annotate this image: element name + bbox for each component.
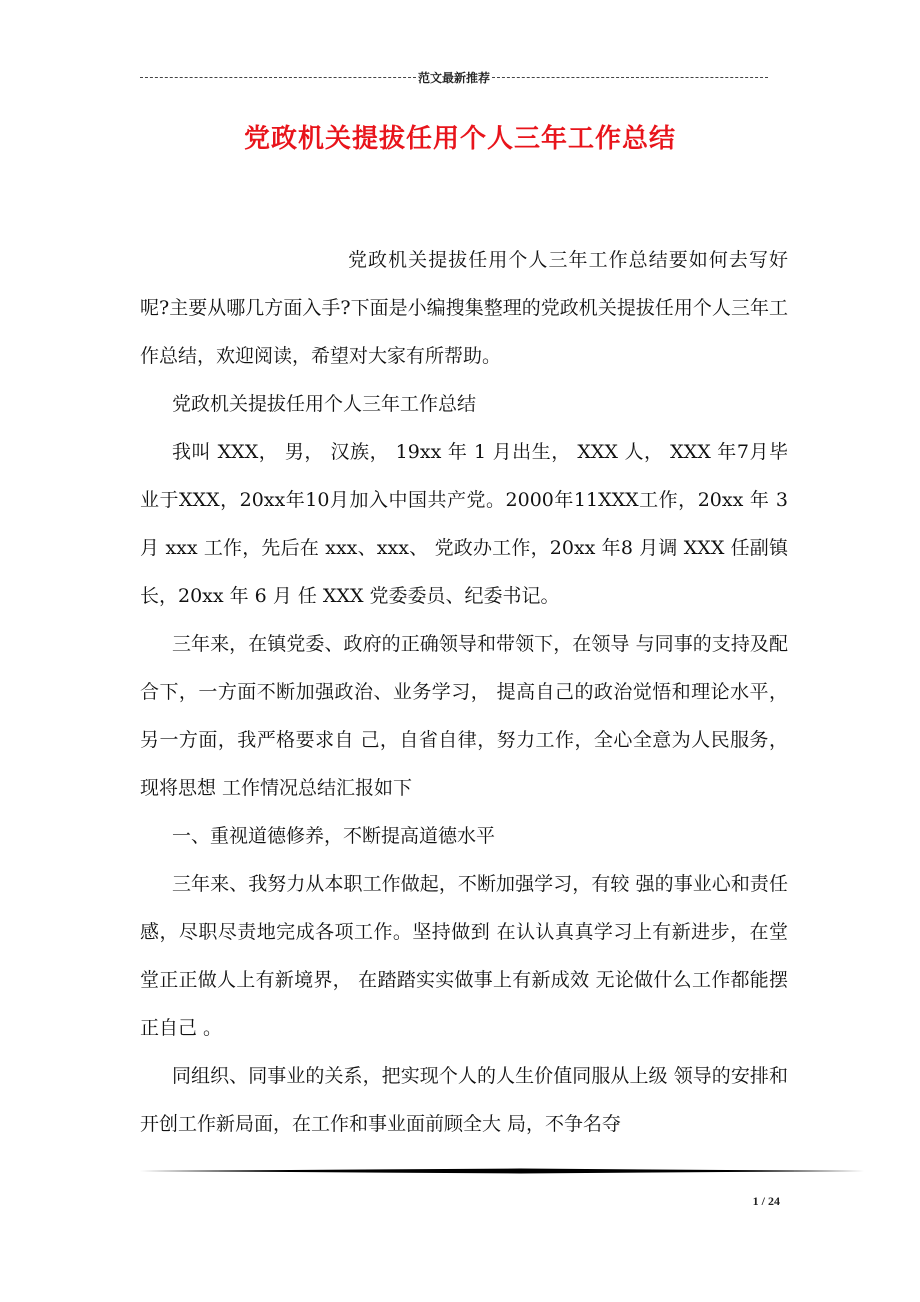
header-dashes-right [492,77,768,78]
page-number: 1 / 24 [752,1194,780,1208]
header-label: 范文最新推荐 [418,70,491,85]
body-paragraph-ethics: 三年来、我努力从本职工作做起，不断加强学习，有较 强的事业心和责任感，尽职尽责地完成各项工作。坚持做到 在认认真真学习上有新进步，在堂堂正正做人上有新境界， 在踏踏实实做事上有新成效 无论做什么工作都能摆正自己 。 [140,873,788,1039]
intro-paragraph: 党政机关提拔任用个人三年工作总结要如何去写好呢?主要从哪几方面入手?下面是小编搜集整理的党政机关提拔任用个人三年工作总结，欢迎阅读，希望对大家有所帮助。 [140,249,788,367]
section-heading: 党政机关提拔任用个人三年工作总结 [172,393,477,415]
document-body [140,236,788,1148]
page-header [140,66,768,88]
header-dashes-left [140,77,416,78]
subsection-heading: 一、重视道德修养，不断提高道德水平 [172,825,496,847]
body-paragraph-bio: 我叫 XXX， 男， 汉族， 19xx 年 1 月出生， XXX 人， XXX 年7月毕业于XXX，20xx年10月加入中国共产党。2000年11XXX工作，20xx 年 3 月 xxx 工作，先后在 xxx、xxx、 党政办工作，20xx 年8 月调 XXX 任副镇长，20xx 年 6 月 任 XXX 党委委员、纪委书记。 [140,441,788,607]
document-title: 党政机关提拔任用个人三年工作总结 [243,124,676,154]
body-paragraph-overview: 三年来，在镇党委、政府的正确领导和带领下，在领导 与同事的支持及配合下，一方面不断加强政治、业务学习， 提高自己的政治觉悟和理论水平，另一方面，我严格要求自 己，自省自律，努力工作，全心全意为人民服务，现将思想 工作情况总结汇报如下 [140,633,788,799]
footer-rule [140,1166,864,1176]
body-paragraph-relations: 同组织、同事业的关系，把实现个人的人生价值同服从上级 领导的安排和开创工作新局面，在工作和事业面前顾全大 局，不争名夺 [140,1065,788,1135]
